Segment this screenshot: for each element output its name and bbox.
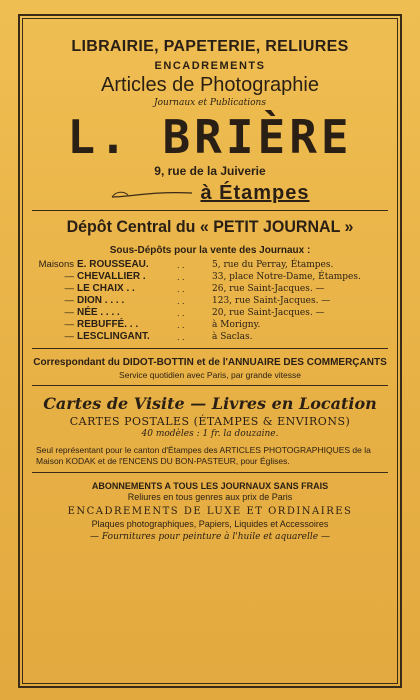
cartes-title: Cartes de Visite — Livres en Location xyxy=(43,394,377,413)
row-name: DION . . . . xyxy=(77,295,125,306)
row-name: REBUFFÉ. . . xyxy=(77,319,139,330)
row-dots: . . xyxy=(177,296,185,306)
row-address: 123, rue Saint-Jacques. — xyxy=(212,296,331,306)
abonnements-line: ABONNEMENTS A TOUS LES JOURNAUX SANS FRAIS xyxy=(91,481,329,491)
divider-2 xyxy=(32,348,388,349)
encadrements-line: ENCADREMENTS DE LUXE ET ORDINAIRES xyxy=(67,506,353,517)
row-name: CHEVALLIER . xyxy=(77,271,146,282)
row-prefix: — xyxy=(64,283,74,294)
row-address: à Saclas. xyxy=(212,332,253,342)
row-dots: . . xyxy=(177,320,185,330)
sous-depots-list xyxy=(22,259,398,343)
list-item xyxy=(22,271,398,283)
row-address: 20, rue Saint-Jacques. — xyxy=(212,308,325,318)
list-item xyxy=(22,259,398,271)
city-row xyxy=(22,182,398,205)
row-dots: . . xyxy=(177,272,185,282)
depot-title: Dépôt Central du « PETIT JOURNAL » xyxy=(66,218,354,237)
row-name: E. ROUSSEAU. xyxy=(77,259,149,270)
correspondant-line: Correspondant du DIDOT-BOTTIN et de l'ANNUAIRE DES COMMERÇANTS xyxy=(33,357,387,368)
list-item xyxy=(22,283,398,295)
list-item xyxy=(22,307,398,319)
row-address: 33, place Notre-Dame, Étampes. xyxy=(212,272,361,282)
header-line-4: Journaux et Publications xyxy=(154,98,266,108)
row-dots: . . xyxy=(177,284,185,294)
cartes-postales: CARTES POSTALES (ÉTAMPES & ENVIRONS) xyxy=(69,415,351,428)
row-dots: . . xyxy=(177,308,185,318)
row-dots: . . xyxy=(177,332,185,342)
row-address: 26, rue Saint-Jacques. — xyxy=(212,284,325,294)
row-dots: . . xyxy=(177,260,185,270)
row-address: à Morigny. xyxy=(212,320,261,330)
divider-1 xyxy=(32,210,388,211)
row-name: LESCLINGANT. xyxy=(77,331,150,342)
row-prefix: — xyxy=(64,295,74,306)
fournitures-line: — Fournitures pour peinture à l'huile et aquarelle — xyxy=(90,532,330,542)
cartes-modeles: 40 modèles : 1 fr. la douzaine. xyxy=(141,429,279,439)
representative-notice: Seul représentant pour le canton d'Étampes des ARTICLES PHOTOGRAPHIQUES de la Maison KODAK et de l'ENCENS DU BON-PASTEUR, pour Églises. xyxy=(36,445,371,466)
plaques-line: Plaques photographiques, Papiers, Liquides et Accessoires xyxy=(91,519,329,529)
row-prefix: — xyxy=(64,331,74,342)
row-prefix: — xyxy=(64,307,74,318)
header-line-1: LIBRAIRIE, PAPETERIE, RELIURES xyxy=(71,38,349,55)
sous-depots-heading: Sous-Dépôts pour la vente des Journaux : xyxy=(109,245,311,256)
brand-address: 9, rue de la Juiverie xyxy=(154,164,266,178)
header-line-2: ENCADREMENTS xyxy=(154,60,266,72)
header-line-3: Articles de Photographie xyxy=(101,74,319,96)
ad-content xyxy=(22,20,398,684)
reliures-line: Reliures en tous genres aux prix de Paris xyxy=(127,492,293,502)
divider-3 xyxy=(32,385,388,386)
row-prefix: Maisons xyxy=(38,259,74,270)
row-name: LE CHAIX . . xyxy=(77,283,135,294)
brand-city: à Étampes xyxy=(200,182,310,204)
list-item xyxy=(22,331,398,343)
brand-name: L. BRIÈRE xyxy=(67,110,353,164)
row-name: NÉE . . . . xyxy=(77,307,120,318)
flourish-ornament-icon xyxy=(110,189,194,199)
list-item xyxy=(22,319,398,331)
service-line: Service quotidien avec Paris, par grande vitesse xyxy=(119,370,301,380)
row-address: 5, rue du Perray, Étampes. xyxy=(212,260,334,270)
row-prefix: — xyxy=(64,319,74,330)
divider-4 xyxy=(32,472,388,473)
list-item xyxy=(22,295,398,307)
row-prefix: — xyxy=(64,271,74,282)
